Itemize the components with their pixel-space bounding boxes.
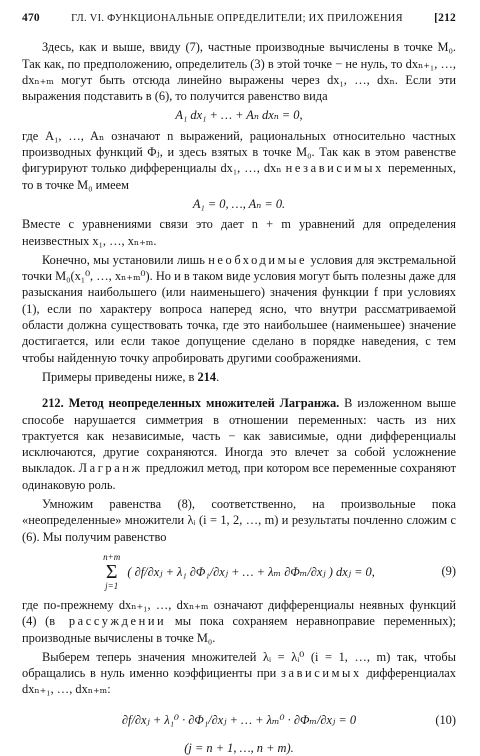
paragraph-8-end: мы пока сохраняем неравноправие переменных); производные вычислены в точке M₀. <box>22 614 456 645</box>
summation <box>103 552 120 592</box>
equation-10-body: ∂f/∂xⱼ + λ₁⁰ · ∂Φ₁/∂xⱼ + … + λₘ⁰ · ∂Φₘ/∂xⱼ = 0 <box>121 712 357 727</box>
spaced-phrase-reasoning: в рассуждении <box>49 614 167 629</box>
paragraph-9 <box>22 649 456 698</box>
section-link-214: 214 <box>197 369 217 384</box>
paragraph-3: Вместе с уравнениями связи это дает n + m уравнений для определения неизвестных x₁, …, xₙ₊ₘ. <box>22 217 456 248</box>
sum-lower-limit: j=1 <box>105 581 119 592</box>
running-title: ГЛ. VI. ФУНКЦИОНАЛЬНЫЕ ОПРЕДЕЛИТЕЛИ; ИХ ПРИЛОЖЕНИЯ <box>71 13 403 24</box>
equation-9-body: ( ∂f/∂xⱼ + λ₁ ∂Φ₁/∂xⱼ + … + λₘ ∂Φₘ/∂xⱼ ) dxⱼ = 0, <box>127 565 375 580</box>
sum-upper-limit: n+m <box>103 552 121 563</box>
section-212-text: В изложенном выше способе нарушается симметрия в отношении переменных: часть из них трактуется как независимые, часть − как зависимые, одни дифференциалы исключаются, другие сохраняются. Иногда это влечет за собой усложнение выкладок. <box>22 396 456 476</box>
equation-10-condition: (j = n + 1, …, n + m). <box>184 740 294 755</box>
paragraph-7: Умножим равенства (8), соответственно, на произвольные пока «неопределенные» множители λᵢ (i = 1, 2, …, m) и результаты почленно сложим с (6). Мы получим равенство <box>22 497 456 544</box>
paragraph-4-start: Конечно, мы установили лишь <box>42 252 205 267</box>
equation-linear-form: A₁ dx₁ + … + Aₙ dxₙ = 0, <box>175 108 303 123</box>
section-212-text-end: предложил метод, при котором все переменные сохраняют одинаковую роль. <box>22 461 456 492</box>
paragraph-5-end: . <box>216 369 220 384</box>
equation-10 <box>22 702 456 738</box>
spaced-word-independent: независимых <box>285 161 384 176</box>
spaced-word-lagrange: Лагранж <box>78 461 143 476</box>
paragraph-5-start: Примеры приведены ниже, в <box>42 369 195 384</box>
paragraph-2-end: переменных, то в точке M₀ имеем <box>22 161 456 192</box>
section-212-paragraph <box>22 395 456 493</box>
equation-coefficients-zero: A₁ = 0, …, Aₙ = 0. <box>192 196 286 211</box>
spaced-word-dependent: зависимых <box>281 666 362 681</box>
paragraph-2-start: где A₁, …, Aₙ означают n выражений, рациональных относительно частных производных функций Φⱼ, и здесь взятых в точке M₀. Так как в этом равенстве фигурируют только дифференциалы dx₁, …, dxₙ <box>22 128 456 176</box>
equation-9 <box>22 551 456 591</box>
section-reference: [212 <box>434 12 456 24</box>
paragraph-8 <box>22 597 456 646</box>
paragraph-8-start: где по-прежнему dxₙ₊₁, …, dxₙ₊ₘ означают дифференциалы неявных функций (4) ( <box>22 597 456 629</box>
paragraph-9-end: дифференциалах dxₙ₊₁, …, dxₙ₊ₘ: <box>22 666 456 697</box>
equation-9-number: (9) <box>441 563 456 578</box>
spaced-word-necessary: необходимые <box>208 252 308 267</box>
section-212-title: 212. Метод неопределенных множителей Лагранжа. <box>42 396 340 411</box>
paragraph-4-end: условия для экстремальной точки M₀(x₁⁰, …, xₙ₊ₘ⁰). Но и в таком виде условия могут быть полезны даже для разыскания наибольшего (или наименьшего) значения функции f при условиях (1), если по характеру вопроса наперед ясно, что внутри рассматриваемой области должна существовать точка, где это наибольшее (наименьшее) значение достигается, или если такое допущение сделано в порядке наведения, с тем чтобы найденную точку апробировать другими соображениями. <box>22 252 456 365</box>
paragraph-1: Здесь, как и выше, ввиду (7), частные производные вычислены в точке M₀. Так как, по предположению, определитель (3) в этой точке − не нуль, то dxₙ₊₁, …, dxₙ₊ₘ могут быть отсюда линейно выражены через dx₁, …, dxₙ. Если эти выражения подставить в (6), то получится равенство вида <box>22 40 456 104</box>
equation-10-number: (10) <box>435 712 456 727</box>
paragraph-9-start: Выберем теперь значения множителей λᵢ = λᵢ⁰ (i = 1, …, m) так, чтобы обращались в нуль именно коэффициенты при <box>22 649 456 681</box>
page-header <box>22 10 456 39</box>
paragraph-5 <box>22 369 456 385</box>
sigma-symbol: Σ <box>105 561 118 584</box>
paragraph-2 <box>22 128 456 193</box>
paragraph-4 <box>22 252 456 366</box>
page-number: 470 <box>22 12 40 24</box>
